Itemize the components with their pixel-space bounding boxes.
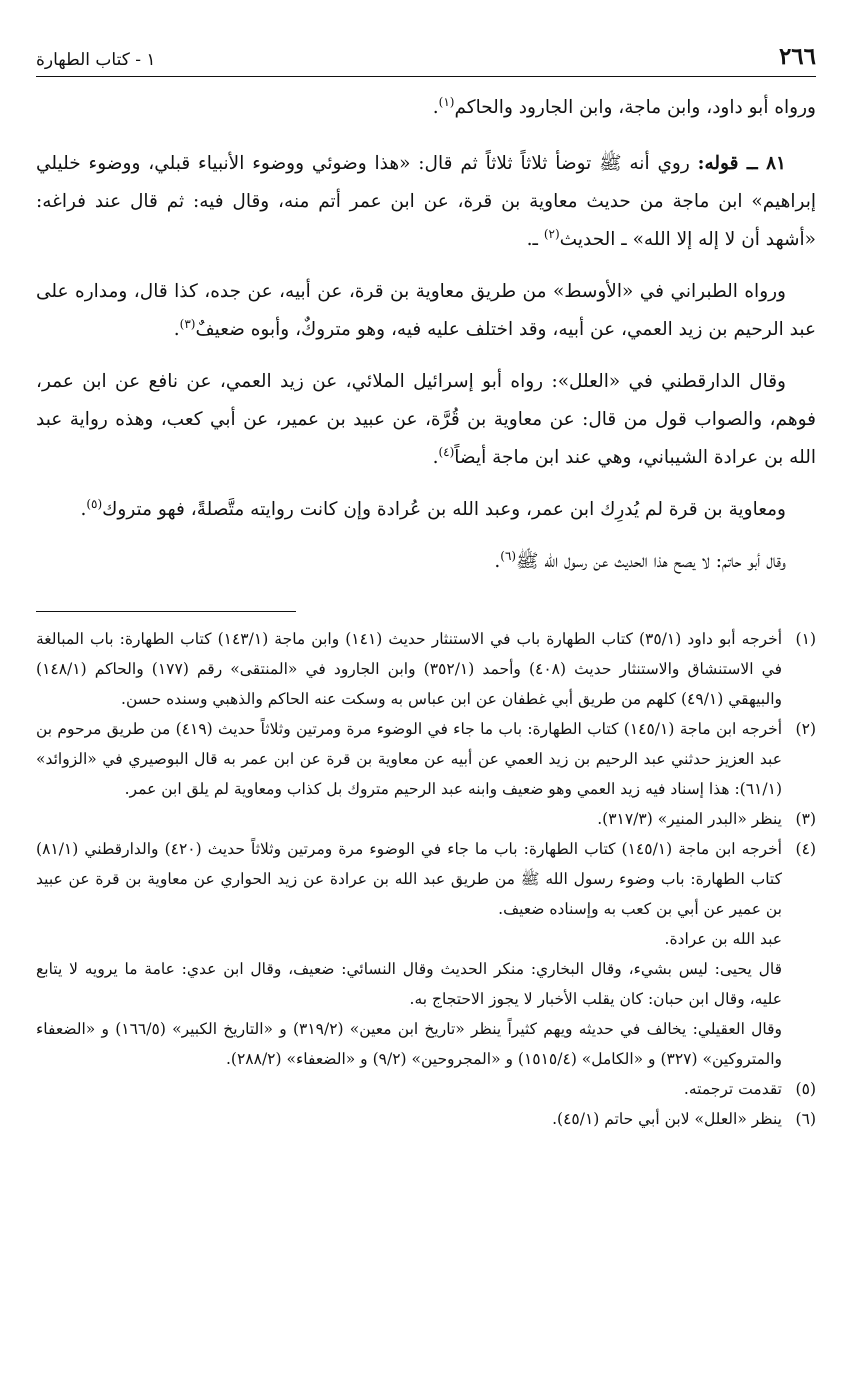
footnote-text: قال يحيى: ليس بشيء، وقال البخاري: منكر الحديث وقال النسائي: ضعيف، وقال ابن عدي: عامة ما يرويه لا يتابع عليه، وقال ابن حبان: كان يقلب الأخبار لا يجوز الاحتجاج به. bbox=[36, 960, 782, 1008]
footnote-ref[interactable]: (٣) bbox=[179, 316, 196, 331]
paragraph-3: ورواه الطبراني في «الأوسط» من طريق معاوية بن قرة، عن أبيه، عن جده، كذا قال، ومداره على عبد الرحيم بن زيد العمي، عن أبيه، وقد اختلف عليه فيه، وهو متروكٌ، وأبوه ضعيفٌ$^{(٣)}$. bbox=[36, 281, 816, 340]
footnote-text: ينظر «البدر المنير» (٣١٧/٣). bbox=[597, 810, 782, 828]
page-header bbox=[36, 36, 816, 77]
footnote-ref[interactable]: (٢) bbox=[543, 226, 560, 241]
paragraph-6: وقال أبو حاتم: لا يصح هذا الحديث عن رسول الله ﷺ$^{(٦)}$. bbox=[494, 548, 786, 572]
footnote-divider bbox=[36, 611, 296, 612]
footnote-text: أخرجه أبو داود (٣٥/١) كتاب الطهارة باب في الاستنثار حديث (١٤١) وابن ماجة (١٤٣/١) كتاب الطهارة: باب المبالغة في الاستنشاق والاستنثار حديث (٤٠٨) وأحمد (٣٥٢/١) وابن الجارود في «المنتقى» رقم (١٧٧) والحاكم (١٤٨/١) والبيهقي (٤٩/١) كلهم من طريق أبي غطفان عن ابن عباس به وسكت عنه الحاكم والذهبي وسنده حسن. bbox=[36, 630, 782, 708]
footnote bbox=[36, 1074, 816, 1104]
footnote bbox=[36, 834, 816, 1074]
footnote-marker: (٦) bbox=[795, 1110, 816, 1128]
footnote bbox=[36, 714, 816, 804]
footnote-ref[interactable]: (٦) bbox=[500, 548, 517, 563]
document-page bbox=[36, 36, 816, 1134]
paragraph-4: وقال الدارقطني في «العلل»: رواه أبو إسرائيل الملائي، عن زيد العمي، عن نافع عن ابن عمر، فوهم، والصواب قول من قال: عن معاوية بن قُرَّة، عن عبيد بن عمير، عن أبي كعب، وهذه رواية عبد الله بن عرادة الشيباني، وهي عند ابن ماجة أيضاً$^{(٤)}$. bbox=[36, 371, 816, 468]
footnote-text: أخرجه ابن ماجة (١٤٥/١) كتاب الطهارة: باب ما جاء في الوضوء مرة ومرتين وثلاثاً حديث (٤١٩) من طريق مرحوم بن عبد العزيز حدثني عبد الرحيم بن زيد العمي عن أبيه عن معاوية بن قرة عن ابن عمر به قال البوصيري في «الزوائد» (٦١/١): هذا إسناد فيه زيد العمي وهو ضعيف وابنه عبد الرحيم متروك بل كذاب ومعاوية لم يلق ابن عمر. bbox=[36, 720, 783, 798]
footnote-text: تقدمت ترجمته. bbox=[683, 1080, 782, 1098]
paragraph-1: ورواه أبو داود، وابن ماجة، وابن الجارود والحاكم$^{(١)}$. bbox=[432, 94, 816, 118]
footnote-ref[interactable]: (١) bbox=[438, 94, 455, 109]
entry-label: ٨١ ــ قوله: bbox=[697, 153, 786, 174]
footnote bbox=[36, 804, 816, 834]
running-title: ١ - كتاب الطهارة bbox=[36, 50, 156, 70]
footnote-marker: (٣) bbox=[795, 810, 816, 828]
footnote-marker: (٥) bbox=[795, 1080, 816, 1098]
footnote-ref[interactable]: (٤) bbox=[438, 444, 455, 459]
footnote bbox=[36, 624, 816, 714]
page-number: ٢٦٦ bbox=[778, 43, 816, 70]
footnote-marker: (٢) bbox=[795, 720, 816, 738]
footnote bbox=[36, 1104, 816, 1134]
footnote-marker: (١) bbox=[795, 630, 816, 648]
footnote-text: وقال العقيلي: يخالف في حديثه ويهم كثيراً ينظر «تاريخ ابن معين» (٣١٩/٢) و «التاريخ الكبير» (١٦٦/٥) و «الضعفاء والمتروكين» (٣٢٧) و «الكامل» (١٥١٥/٤) و «المجروحين» (٩/٢) و «الضعفاء» (٢٨٨/٢). bbox=[36, 1020, 783, 1068]
footnote-ref[interactable]: (٥) bbox=[86, 496, 103, 511]
paragraph-2: ٨١ ــ قوله: روي أنه ﷺ توضأ ثلاثاً ثلاثاً ثم قال: «هذا وضوئي ووضوء الأنبياء قبلي، ووضوء خليلي إبراهيم» ابن ماجة من حديث معاوية بن قرة، عن ابن عمر أتم منه، وقال فيه: ثم قال عند فراغه: «أشهد أن لا إله إلا الله» ـ الحديث$^{(٢)}$ ـ. bbox=[36, 153, 816, 250]
footnotes bbox=[36, 624, 816, 1134]
footnote-text: ينظر «العلل» لابن أبي حاتم (٤٥/١). bbox=[552, 1110, 782, 1128]
footnote-text: أخرجه ابن ماجة (١٤٥/١) كتاب الطهارة: باب ما جاء في الوضوء مرة ومرتين وثلاثاً حديث (٤٢٠) والدارقطني (٨١/١) كتاب الطهارة: باب وضوء رسول الله ﷺ من طريق عبد الله بن عرادة عن زيد الحواري عن معاوية بن قرة عن عبيد بن عمير عن أبي بن كعب به وإسناده ضعيف. bbox=[36, 840, 782, 918]
main-text bbox=[36, 89, 816, 581]
footnote-marker: (٤) bbox=[795, 840, 816, 858]
footnote-text: عبد الله بن عرادة. bbox=[664, 930, 782, 948]
paragraph-5: ومعاوية بن قرة لم يُدرِك ابن عمر، وعبد الله بن عُرادة وإن كانت روايته متَّصلةً، فهو متروك$^{(٥)}$. bbox=[80, 496, 786, 520]
